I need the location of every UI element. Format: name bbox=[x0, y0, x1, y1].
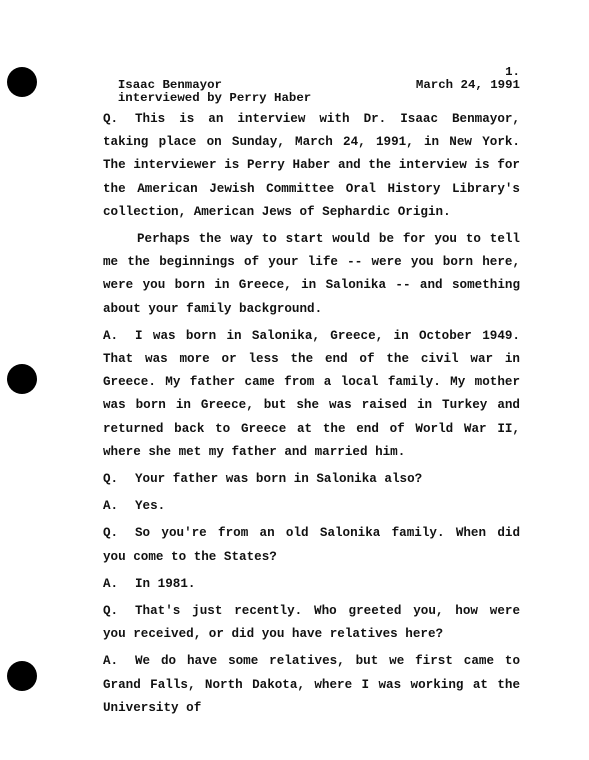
transcript-paragraph bbox=[103, 522, 520, 568]
transcript-paragraph bbox=[103, 468, 520, 491]
paragraph-text: Yes. bbox=[135, 499, 166, 514]
paragraph-text: Perhaps the way to start would be for you to tell me the beginnings of your life -- were you born here, were you born in Greece, in Salonika -- and something about your family background. bbox=[103, 232, 520, 316]
punch-hole-top bbox=[7, 67, 37, 97]
header-interviewer: interviewed by Perry Haber bbox=[117, 91, 312, 105]
speaker-label: Q. bbox=[103, 604, 119, 619]
page-number: 1. bbox=[505, 65, 520, 79]
transcript-paragraph bbox=[103, 495, 520, 518]
paragraph-text: I was born in Salonika, Greece, in October 1949. That was more or less the end of the civil war in Greece. My father came from a local family. My mother was born in Greece, but she was raised in Turkey and returned back to Greece at the end of World War II, where she met my father and married him. bbox=[103, 328, 520, 459]
speaker-label: A. bbox=[103, 328, 119, 343]
paragraph-text: This is an interview with Dr. Isaac Benmayor, taking place on Sunday, March 24, 1991, in New York. The interviewer is Perry Haber and the interview is for the American Jewish Committee Oral History Library's collection, American Jews of Sephardic Origin. bbox=[103, 112, 520, 219]
paragraph-text: So you're from an old Salonika family. When did you come to the States? bbox=[103, 526, 520, 564]
paragraph-text: In 1981. bbox=[135, 576, 196, 591]
transcript-paragraph bbox=[103, 228, 520, 321]
speaker-label: Q. bbox=[103, 526, 119, 541]
paragraph-text: That's just recently. Who greeted you, how were you received, or did you have relatives here? bbox=[103, 604, 520, 642]
transcript-paragraph bbox=[103, 108, 520, 224]
transcript-paragraph bbox=[103, 650, 520, 720]
transcript-paragraph bbox=[103, 325, 520, 464]
paragraph-text: Your father was born in Salonika also? bbox=[135, 472, 423, 487]
transcript-body bbox=[103, 108, 520, 724]
punch-hole-bottom bbox=[7, 661, 37, 691]
speaker-label: Q. bbox=[103, 472, 119, 487]
speaker-label: A. bbox=[103, 576, 119, 591]
header-date: March 24, 1991 bbox=[415, 78, 520, 92]
transcript-paragraph bbox=[103, 600, 520, 646]
transcript-paragraph bbox=[103, 573, 520, 596]
header-name: Isaac Benmayor bbox=[117, 78, 222, 92]
speaker-label: A. bbox=[103, 499, 119, 514]
paragraph-text: We do have some relatives, but we first came to Grand Falls, North Dakota, where I was working at the University of bbox=[103, 654, 520, 715]
punch-hole-middle bbox=[7, 364, 37, 394]
speaker-label: Q. bbox=[103, 112, 119, 126]
speaker-label: A. bbox=[103, 654, 119, 669]
